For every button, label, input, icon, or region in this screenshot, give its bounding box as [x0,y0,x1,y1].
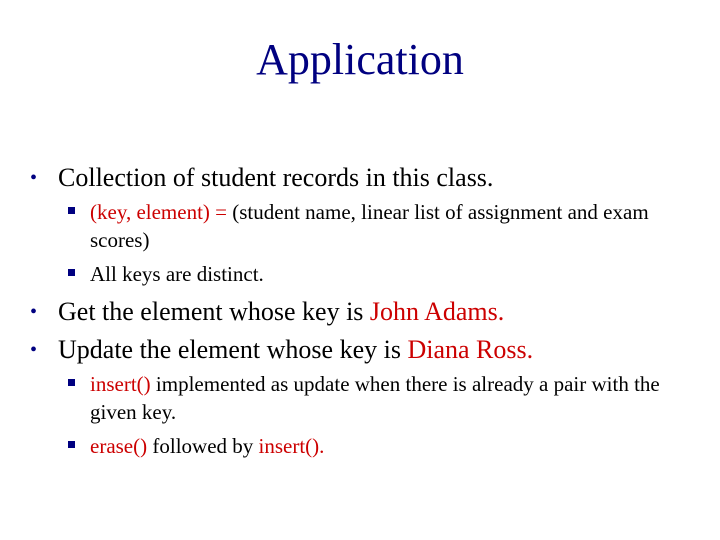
bullet-text: Update the element whose key is [58,335,408,364]
bullet-get-element [30,294,690,330]
subbullet-red-text: insert() [90,372,151,396]
bullet-collection [30,160,690,196]
subbullet-red-text: erase() [90,434,148,458]
square-bullet-icon [68,379,75,386]
subbullet-red-text: insert(). [258,434,325,458]
bullet-dot-icon: • [30,301,38,323]
square-bullet-icon [68,269,75,276]
bullet-highlight: Diana Ross. [407,335,534,364]
bullet-text: Get the element whose key is [58,297,370,326]
subbullet-key-element [90,198,690,254]
bullet-text: Collection of student records in this class. [58,163,494,192]
subbullet-text: All keys are distinct. [90,262,264,286]
subbullet-keys-distinct [90,260,690,288]
bullet-highlight: John Adams. [369,297,505,326]
slide-title: Application [256,35,464,84]
subbullet-red-text: (key, element) = [90,200,228,224]
subbullet-text: implemented as update when there is already a pair with the given key. [90,372,660,424]
bullet-dot-icon: • [30,167,38,189]
subbullet-text: (student name, linear list of assignment and exam scores) [90,200,649,252]
subbullet-text: followed by [147,434,259,458]
subbullet-insert [90,370,690,426]
square-bullet-icon [68,207,75,214]
square-bullet-icon [68,441,75,448]
bullet-dot-icon: • [30,339,38,361]
bullet-update-element [30,332,690,368]
slide-body [30,160,690,460]
subbullet-erase [90,432,690,460]
